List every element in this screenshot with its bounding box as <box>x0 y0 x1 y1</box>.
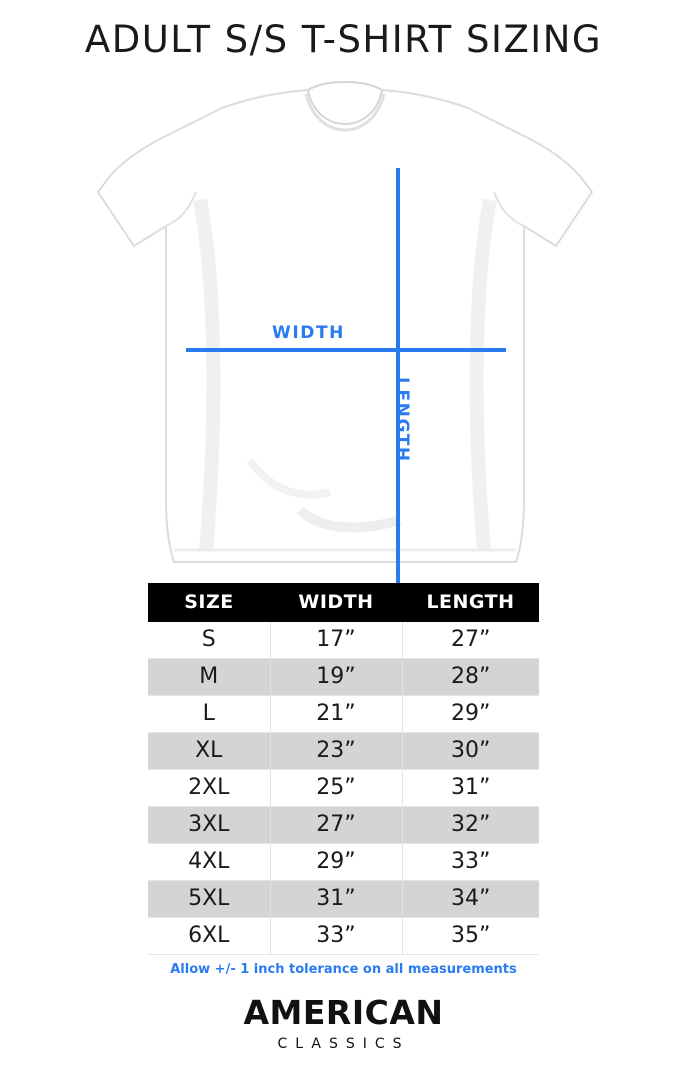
table-row <box>148 622 539 659</box>
cell-width: 33” <box>270 918 402 955</box>
cell-length: 27” <box>402 622 539 659</box>
cell-width: 21” <box>270 696 402 733</box>
cell-width: 27” <box>270 807 402 844</box>
tshirt-diagram <box>0 80 687 570</box>
cell-size: 2XL <box>148 770 270 807</box>
tolerance-note: Allow +/- 1 inch tolerance on all measurements <box>170 962 517 977</box>
cell-size: 3XL <box>148 807 270 844</box>
size-table <box>148 583 539 955</box>
cell-length: 32” <box>402 807 539 844</box>
cell-width: 25” <box>270 770 402 807</box>
table-row <box>148 770 539 807</box>
table-row <box>148 881 539 918</box>
table-row <box>148 733 539 770</box>
cell-size: 4XL <box>148 844 270 881</box>
table-row <box>148 807 539 844</box>
cell-width: 19” <box>270 659 402 696</box>
page-title: ADULT S/S T-SHIRT SIZING <box>84 18 603 61</box>
cell-length: 33” <box>402 844 539 881</box>
brand-name: AMERICAN <box>243 993 444 1032</box>
width-label: WIDTH <box>272 323 346 343</box>
cell-size: 6XL <box>148 918 270 955</box>
cell-length: 34” <box>402 881 539 918</box>
brand-subtitle: CLASSICS <box>277 1036 410 1052</box>
length-label: LENGTH <box>392 377 412 463</box>
cell-length: 29” <box>402 696 539 733</box>
cell-width: 17” <box>270 622 402 659</box>
width-measure-line <box>186 348 506 352</box>
size-table-container <box>148 583 539 955</box>
header-length: LENGTH <box>402 583 539 622</box>
table-header-row <box>148 583 539 622</box>
cell-size: 5XL <box>148 881 270 918</box>
cell-length: 31” <box>402 770 539 807</box>
cell-width: 29” <box>270 844 402 881</box>
cell-size: M <box>148 659 270 696</box>
table-row <box>148 659 539 696</box>
cell-size: S <box>148 622 270 659</box>
cell-size: XL <box>148 733 270 770</box>
table-row <box>148 696 539 733</box>
table-row <box>148 844 539 881</box>
cell-length: 35” <box>402 918 539 955</box>
table-row <box>148 918 539 955</box>
cell-size: L <box>148 696 270 733</box>
cell-width: 23” <box>270 733 402 770</box>
cell-length: 30” <box>402 733 539 770</box>
header-width: WIDTH <box>270 583 402 622</box>
header-size: SIZE <box>148 583 270 622</box>
cell-length: 28” <box>402 659 539 696</box>
cell-width: 31” <box>270 881 402 918</box>
